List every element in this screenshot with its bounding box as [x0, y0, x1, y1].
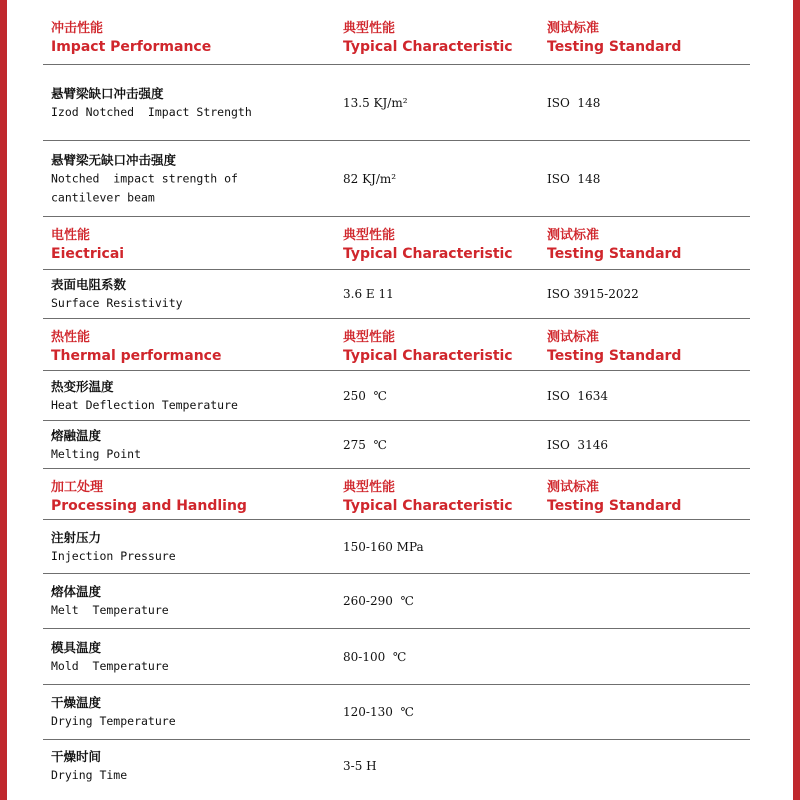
- property-name-zh: 熔融温度: [51, 427, 102, 443]
- property-name-zh: 干燥时间: [51, 749, 102, 764]
- typical-header-zh: 典型性能: [343, 480, 396, 495]
- table-row: [43, 270, 750, 319]
- table-row: [43, 65, 750, 141]
- table-row: [43, 629, 750, 685]
- section-name-en: Thermal performance: [51, 348, 222, 364]
- typical-header-en: Typical Characteristic: [343, 39, 513, 55]
- standard-header-zh: 测试标准: [547, 330, 600, 345]
- table-row: [43, 141, 750, 217]
- typical-value: 80-100 ℃: [343, 649, 407, 664]
- standard-header-en: Testing Standard: [547, 498, 682, 514]
- standard-header-zh: 测试标准: [547, 21, 600, 36]
- typical-header-en: Typical Characteristic: [343, 246, 513, 262]
- typical-value: 3.6 E 11: [343, 287, 394, 301]
- property-name-en: Heat Deflection Temperature: [51, 397, 238, 412]
- section-header-electrical: [43, 217, 750, 270]
- typical-value: 3-5 H: [343, 759, 377, 773]
- property-name-zh: 悬臂梁缺口冲击强度: [51, 85, 164, 101]
- property-name-en: Drying Temperature: [51, 714, 176, 728]
- typical-value: 120-130 ℃: [343, 705, 414, 719]
- property-name-en: Mold Temperature: [51, 658, 169, 673]
- table-row: [43, 421, 750, 469]
- property-name-zh: 注射压力: [51, 529, 102, 545]
- test-standard: ISO 1634: [547, 388, 608, 403]
- spec-sheet: [7, 0, 793, 800]
- standard-header-en: Testing Standard: [547, 348, 682, 364]
- table-row: [43, 520, 750, 574]
- property-name-en: Izod Notched Impact Strength: [51, 104, 252, 119]
- standard-header-en: Testing Standard: [547, 246, 682, 262]
- typical-header-zh: 典型性能: [343, 21, 396, 36]
- property-name-en: Melting Point: [51, 446, 142, 461]
- typical-header-en: Typical Characteristic: [343, 498, 513, 514]
- typical-value: 13.5 KJ/m²: [343, 95, 408, 110]
- test-standard: ISO 148: [547, 171, 601, 186]
- property-name-zh: 干燥温度: [51, 695, 102, 710]
- section-header-processing: [43, 469, 750, 520]
- test-standard: ISO 3915-2022: [547, 287, 639, 301]
- standard-header-zh: 测试标准: [547, 480, 600, 495]
- property-name-en: Melt Temperature: [51, 603, 169, 617]
- property-name-zh: 热变形温度: [51, 378, 114, 394]
- test-standard: ISO 3146: [547, 437, 608, 452]
- typical-value: 150-160 MPa: [343, 539, 424, 554]
- section-name-zh: 电性能: [51, 228, 91, 243]
- section-name-en: Impact Performance: [51, 39, 212, 55]
- table-row: [43, 740, 750, 792]
- property-name-en: Notched impact strength of cantilever beam: [51, 171, 238, 204]
- table-row: [43, 371, 750, 421]
- typical-header-en: Typical Characteristic: [343, 348, 513, 364]
- typical-value: 275 ℃: [343, 437, 387, 452]
- property-name-zh: 熔体温度: [51, 584, 102, 599]
- section-header-impact: [43, 10, 750, 65]
- test-standard: ISO 148: [547, 95, 601, 110]
- section-name-en: Eiectricai: [51, 246, 125, 262]
- property-name-zh: 悬臂梁无缺口冲击强度: [51, 152, 177, 167]
- property-name-en: Surface Resistivity: [51, 296, 183, 310]
- typical-value: 82 KJ/m²: [343, 171, 397, 186]
- standard-header-en: Testing Standard: [547, 39, 682, 55]
- property-name-zh: 模具温度: [51, 639, 102, 655]
- typical-value: 260-290 ℃: [343, 594, 414, 608]
- section-name-zh: 热性能: [51, 330, 91, 345]
- property-name-zh: 表面电阻系数: [51, 277, 127, 292]
- typical-header-zh: 典型性能: [343, 330, 396, 345]
- section-name-zh: 加工处理: [51, 480, 104, 495]
- property-name-en: Drying Time: [51, 768, 128, 782]
- section-name-en: Processing and Handling: [51, 498, 247, 514]
- section-name-zh: 冲击性能: [51, 21, 104, 36]
- section-header-thermal: [43, 319, 750, 371]
- table-row: [43, 685, 750, 740]
- typical-header-zh: 典型性能: [343, 228, 396, 243]
- standard-header-zh: 测试标准: [547, 228, 600, 243]
- typical-value: 250 ℃: [343, 388, 387, 403]
- table-row: [43, 574, 750, 629]
- property-name-en: Injection Pressure: [51, 548, 176, 563]
